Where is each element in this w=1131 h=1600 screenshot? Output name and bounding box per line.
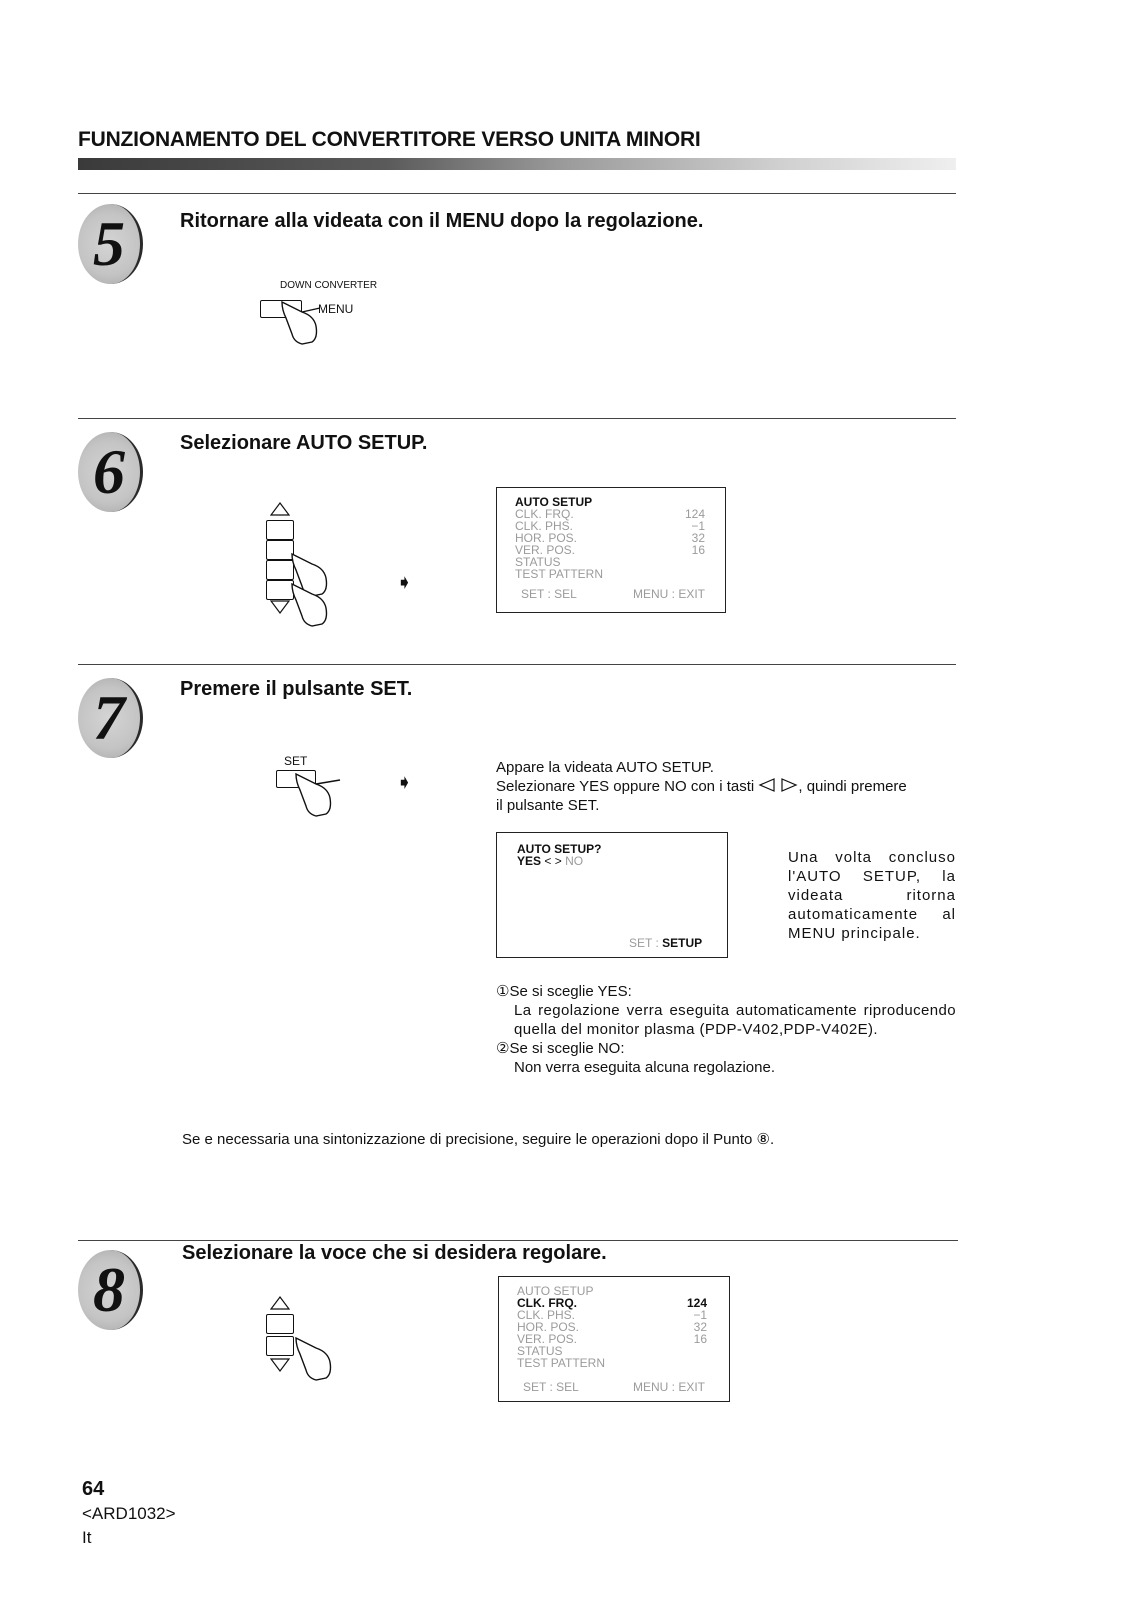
option-no-body: Non verra eseguita alcuna regolazione. <box>514 1059 775 1076</box>
screen-row: VER. POS. 16 <box>515 543 705 557</box>
option-no-head: ②Se si sceglie NO: <box>496 1040 625 1057</box>
down-converter-label: DOWN CONVERTER <box>280 280 378 291</box>
screen-row: STATUS <box>517 1344 563 1358</box>
option-yes-head: ①Se si sceglie YES: <box>496 983 632 1000</box>
title-bar <box>78 158 956 170</box>
fine-tune-note: Se e necessaria una sintonizzazione di precisione, seguire le operazioni dopo il Punto ⑧. <box>182 1131 775 1148</box>
triangle-down-icon <box>270 1358 290 1372</box>
up-key <box>266 1314 294 1334</box>
pointing-hand-icon <box>292 1324 362 1394</box>
screen-row: CLK. PHS. −1 <box>515 519 705 533</box>
screen-row: STATUS <box>515 555 561 569</box>
left-right-keys-icon <box>758 778 798 792</box>
document-code: <ARD1032> <box>82 1504 176 1523</box>
triangle-up-icon <box>270 1296 290 1310</box>
auto-setup-confirm-screen <box>496 832 728 958</box>
right-arrow-icon: ➧ <box>396 772 413 794</box>
screen-row: CLK. PHS. −1 <box>517 1308 707 1322</box>
menu-button-label: MENU <box>318 302 354 316</box>
down-key <box>266 1336 294 1356</box>
menu-button-illustration <box>260 296 380 356</box>
set-button-label: SET <box>284 754 308 768</box>
right-arrow-icon: ➧ <box>396 572 413 594</box>
side-note: Una volta concluso l'AUTO SETUP, la videata ritorna automaticamente al MENU principale. <box>788 849 956 942</box>
instruction-line: Selezionare YES oppure NO con i tasti , quindi premere <box>496 778 907 795</box>
step-7-instructions <box>496 758 956 815</box>
screen-footer-right: MENU : EXIT <box>633 587 706 601</box>
options-list <box>496 982 956 1077</box>
screen-row: HOR. POS. 32 <box>515 531 705 545</box>
yes-no-selector: YES < > NO <box>517 854 584 868</box>
triangle-up-icon <box>270 502 290 516</box>
step-8-badge: 8 <box>78 1250 143 1330</box>
set-button-illustration <box>276 768 386 828</box>
screen-rows <box>517 1297 707 1369</box>
screen-title: AUTO SETUP? <box>517 842 602 856</box>
instruction-line: il pulsante SET. <box>496 797 600 814</box>
step-7-heading: Premere il pulsante SET. <box>180 678 413 700</box>
auto-setup-menu-screen <box>496 487 726 613</box>
step-7-badge: 7 <box>78 678 143 758</box>
screen-rows <box>515 508 705 580</box>
step-7-rule <box>78 664 956 665</box>
auto-setup-menu-screen-clk <box>498 1276 730 1402</box>
screen-row: TEST PATTERN <box>515 567 604 581</box>
screen-footer: SET : SETUP <box>629 936 703 950</box>
instruction-line: Appare la videata AUTO SETUP. <box>496 759 714 776</box>
step-8-heading: Selezionare la voce che si desidera regolare. <box>182 1242 607 1264</box>
pointing-hand-icon <box>288 532 368 642</box>
screen-row: VER. POS. 16 <box>517 1332 707 1346</box>
screen-row-selected: CLK. FRQ. 124 <box>517 1296 707 1310</box>
screen-footer-left: SET : SEL <box>521 587 577 601</box>
screen-row: TEST PATTERN <box>517 1356 606 1370</box>
step-6-rule <box>78 418 956 419</box>
step-6-badge: 6 <box>78 432 143 512</box>
screen-row: HOR. POS. 32 <box>517 1320 707 1334</box>
screen-title: AUTO SETUP <box>517 1284 594 1298</box>
step-5-badge: 5 <box>78 204 143 284</box>
triangle-down-icon <box>270 600 290 614</box>
option-yes-body: La regolazione verra eseguita automaticamente riproducendo quella del monitor plasma (PDP-V402,PDP-V402E). <box>514 1002 956 1038</box>
screen-title: AUTO SETUP <box>515 495 593 509</box>
step-5-rule <box>78 193 956 194</box>
pointing-hand-icon <box>290 768 360 828</box>
page-number: 64 <box>82 1478 105 1500</box>
updown-keys-illustration <box>262 1296 372 1388</box>
step-6-heading: Selezionare AUTO SETUP. <box>180 432 428 454</box>
screen-footer-left: SET : SEL <box>523 1380 579 1394</box>
step-5-heading: Ritornare alla videata con il MENU dopo la regolazione. <box>180 210 704 232</box>
screen-footer-right: MENU : EXIT <box>633 1380 706 1394</box>
updown-keys-illustration <box>262 502 372 642</box>
screen-row: CLK. FRQ. 124 <box>515 507 705 521</box>
step-8-rule <box>78 1240 958 1241</box>
page-title: FUNZIONAMENTO DEL CONVERTITORE VERSO UNITA MINORI <box>78 128 701 151</box>
language-code: It <box>82 1528 92 1547</box>
